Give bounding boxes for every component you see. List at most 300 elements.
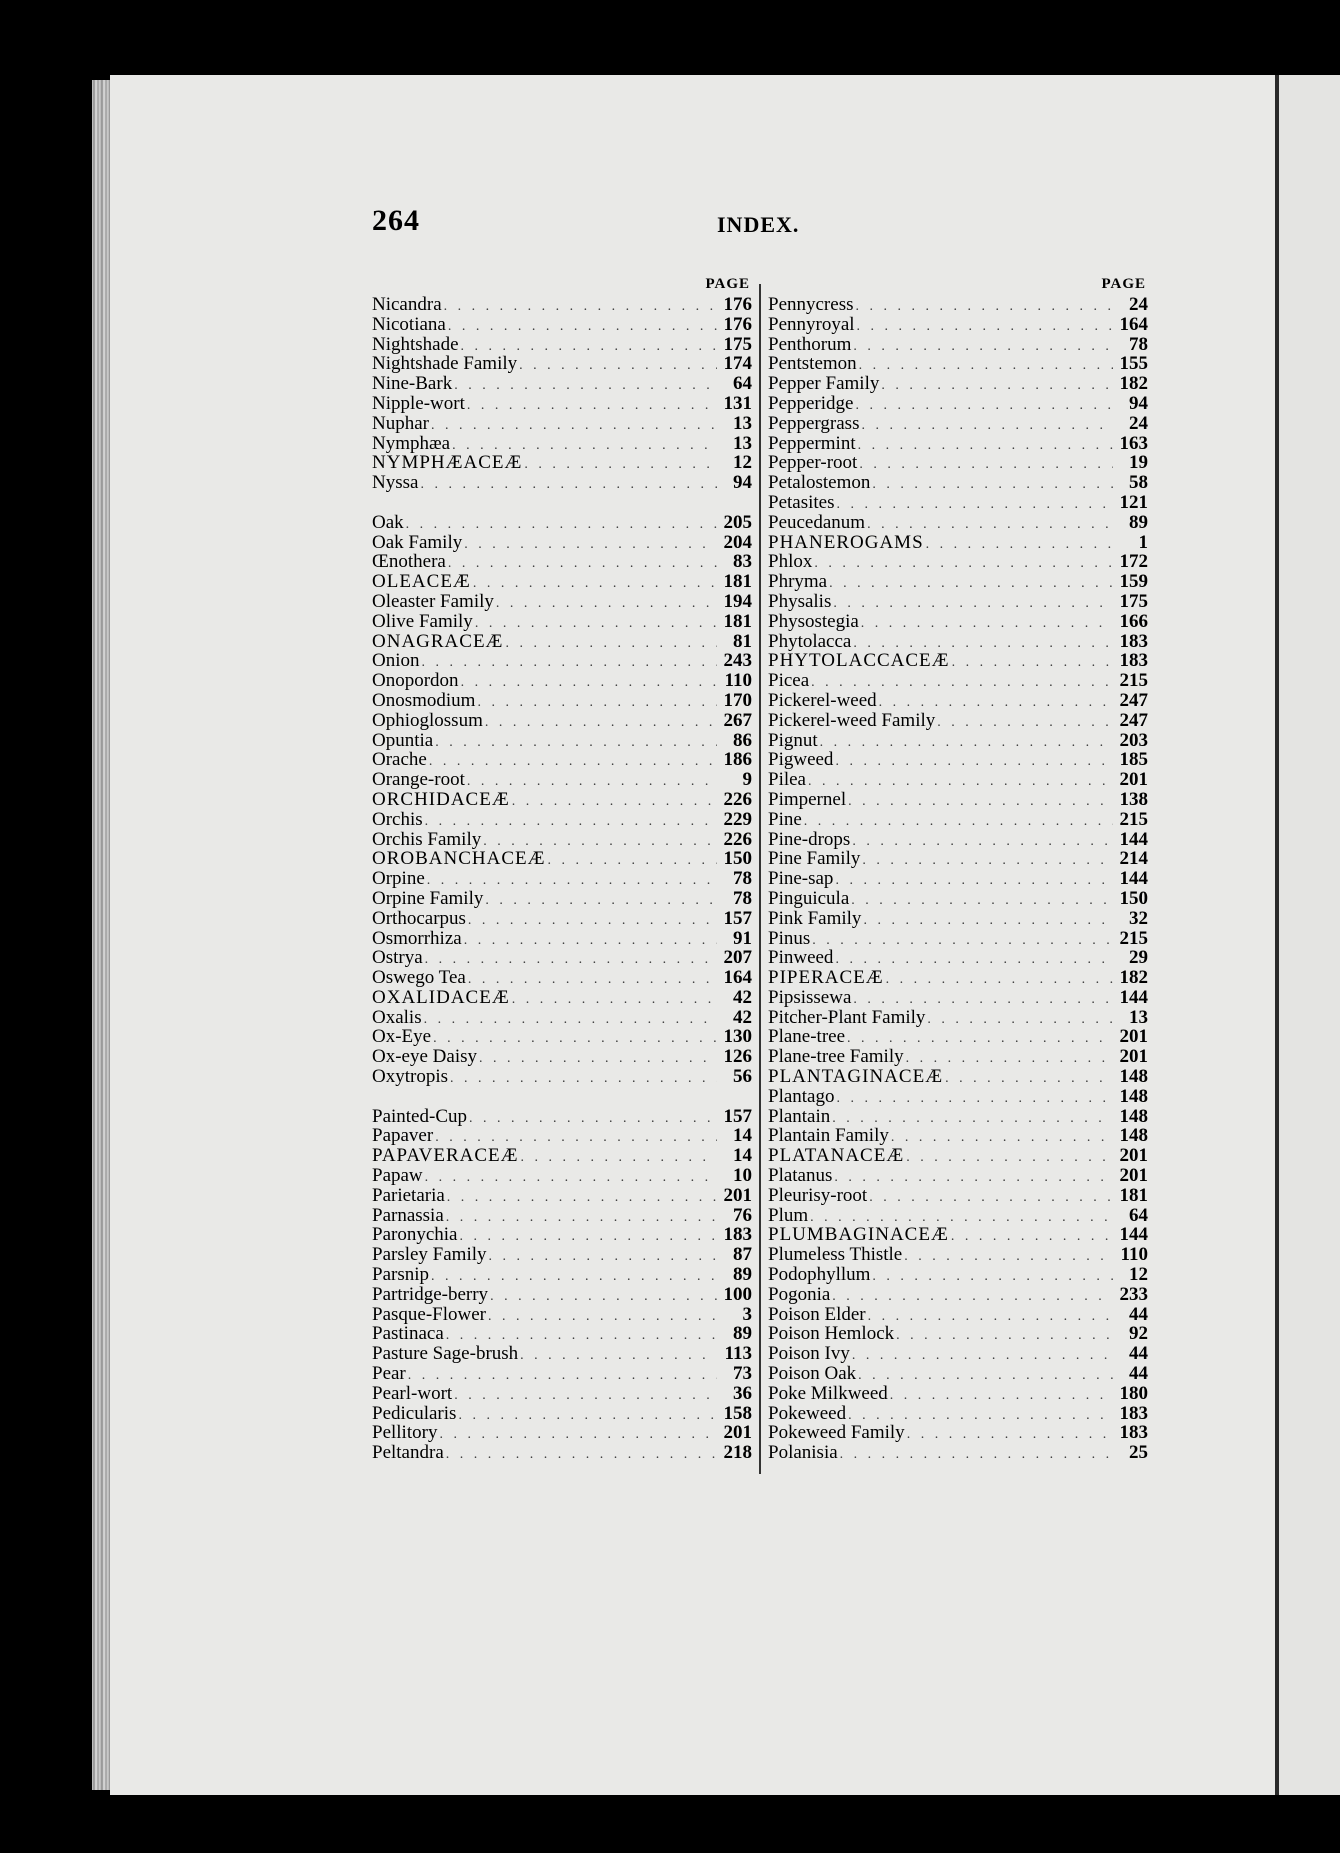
index-term: Paronychia [372, 1224, 458, 1246]
index-page-ref: 44 [1129, 1303, 1148, 1325]
index-term: Pepperidge [768, 392, 854, 414]
index-term: Plane-tree [768, 1026, 846, 1048]
index-page-ref: 226 [723, 788, 752, 810]
index-page-ref: 164 [1119, 313, 1148, 335]
index-term: Oak Family [372, 531, 463, 553]
index-term: Oxytropis [372, 1066, 448, 1088]
index-page-ref: 9 [742, 769, 752, 791]
index-entry [372, 770, 752, 790]
index-entry [372, 572, 752, 592]
index-term: Olive Family [372, 610, 473, 632]
running-head: INDEX. [717, 212, 800, 237]
index-term: Œnothera [372, 551, 446, 573]
index-page-ref: 19 [1129, 452, 1148, 474]
index-entry [768, 948, 1148, 968]
index-entry [372, 1126, 752, 1146]
index-entry [768, 849, 1148, 869]
index-term: Phlox [768, 551, 813, 573]
index-page-ref: 56 [733, 1066, 752, 1088]
index-term: Poison Elder [768, 1303, 866, 1325]
dot-leader [820, 733, 1113, 753]
index-page-ref: 94 [733, 472, 752, 494]
index-entry [372, 1166, 752, 1186]
index-term: Poke Milkweed [768, 1382, 888, 1404]
dot-leader [861, 614, 1113, 634]
index-term: Orache [372, 749, 427, 771]
index-term: Pimpernel [768, 788, 847, 810]
index-entry [768, 394, 1148, 414]
index-page-ref: 181 [723, 610, 752, 632]
dot-leader [868, 1307, 1113, 1327]
dot-leader [833, 594, 1113, 614]
index-page-ref: 201 [1119, 1046, 1148, 1068]
index-term: Parietaria [372, 1184, 445, 1206]
index-entry [768, 830, 1148, 850]
dot-leader [446, 1208, 717, 1228]
index-entry [768, 711, 1148, 731]
index-term: Plane-tree Family [768, 1046, 904, 1068]
dot-leader [429, 752, 717, 772]
index-term: Pennyroyal [768, 313, 855, 335]
index-entry [372, 1146, 752, 1166]
index-page-ref: 13 [733, 432, 752, 454]
index-term: Phytolacca [768, 630, 852, 652]
dot-leader [488, 1307, 717, 1327]
index-page-ref: 113 [724, 1343, 752, 1365]
dot-leader [469, 1109, 717, 1129]
index-term: Pokeweed [768, 1402, 847, 1424]
index-page-ref: 185 [1119, 749, 1148, 771]
index-term: Picea [768, 670, 810, 692]
index-term: Penthorum [768, 333, 852, 355]
index-entry [768, 1027, 1148, 1047]
index-page-ref: 166 [1119, 610, 1148, 632]
index-page-ref: 121 [1119, 491, 1148, 513]
index-entry [372, 1324, 752, 1344]
index-entry [372, 790, 752, 810]
dot-leader [835, 871, 1113, 891]
dot-leader [422, 653, 718, 673]
index-entry [372, 889, 752, 909]
index-page-ref: 144 [1119, 1224, 1148, 1246]
dot-leader [521, 1148, 717, 1168]
index-term: Pennycress [768, 294, 854, 315]
dot-leader [548, 851, 717, 871]
dot-leader [859, 356, 1113, 376]
dot-leader [855, 297, 1113, 317]
index-term: PHYTOLACCACEÆ [768, 650, 950, 672]
index-section-gap [372, 493, 752, 513]
index-entry [372, 592, 752, 612]
index-page-ref: 201 [1119, 1026, 1148, 1048]
index-term: OXALIDACEÆ [372, 986, 510, 1008]
index-term: Papaw [372, 1165, 423, 1187]
dot-leader [855, 396, 1113, 416]
index-page-ref: 150 [723, 848, 752, 870]
index-page-ref: 36 [733, 1382, 752, 1404]
index-entry [768, 1126, 1148, 1146]
index-term: Orange-root [372, 769, 465, 791]
index-term: Peltandra [372, 1442, 444, 1464]
dot-leader [808, 772, 1113, 792]
index-term: Plantain Family [768, 1125, 889, 1147]
index-entry [768, 671, 1148, 691]
index-page-ref: 110 [724, 670, 752, 692]
index-page-ref: 13 [733, 412, 752, 434]
index-page-ref: 215 [1119, 927, 1148, 949]
index-page-ref: 201 [723, 1422, 752, 1444]
index-entry [372, 414, 752, 434]
index-entry [372, 869, 752, 889]
facing-page-edge [1275, 75, 1340, 1795]
index-page-ref: 44 [1129, 1363, 1148, 1385]
dot-leader [505, 634, 717, 654]
index-term: Pink Family [768, 907, 862, 929]
dot-leader [485, 713, 717, 733]
index-term: Pickerel-weed [768, 689, 877, 711]
index-term: Pasture Sage-brush [372, 1343, 519, 1365]
index-page-ref: 183 [723, 1224, 752, 1246]
index-entry [768, 1364, 1148, 1384]
index-entry [768, 968, 1148, 988]
index-entry [372, 315, 752, 335]
index-page-ref: 148 [1119, 1125, 1148, 1147]
index-entry [768, 1245, 1148, 1265]
index-page-ref: 163 [1119, 432, 1148, 454]
index-entry [372, 1423, 752, 1443]
index-term: Peppergrass [768, 412, 860, 434]
index-term: Poison Ivy [768, 1343, 850, 1365]
index-term: Onosmodium [372, 689, 476, 711]
dot-leader [479, 1049, 717, 1069]
index-entry [768, 1067, 1148, 1087]
page-number: 264 [372, 204, 420, 237]
index-page-ref: 89 [733, 1264, 752, 1286]
index-term: Pine [768, 808, 802, 830]
index-page-ref: 14 [733, 1145, 752, 1167]
index-entry [768, 513, 1148, 533]
index-page-ref: 181 [723, 571, 752, 593]
index-page-ref: 78 [733, 887, 752, 909]
index-term: Nightshade [372, 333, 459, 355]
index-page-ref: 183 [1119, 650, 1148, 672]
index-entry [768, 810, 1148, 830]
index-page-ref: 183 [1119, 1402, 1148, 1424]
index-entry [372, 632, 752, 652]
index-term: Platanus [768, 1165, 833, 1187]
index-entry [372, 473, 752, 493]
index-page-ref: 29 [1129, 947, 1148, 969]
index-entry [372, 1206, 752, 1226]
index-entry [768, 1285, 1148, 1305]
index-page-ref: 233 [1119, 1283, 1148, 1305]
dot-leader [863, 911, 1113, 931]
index-entry [372, 671, 752, 691]
index-page-ref: 148 [1119, 1066, 1148, 1088]
dot-leader [490, 1287, 717, 1307]
index-page-ref: 144 [1119, 828, 1148, 850]
index-entry [768, 1206, 1148, 1226]
index-term: Pepper-root [768, 452, 858, 474]
index-page-ref: 138 [1119, 788, 1148, 810]
dot-leader [904, 1247, 1113, 1267]
index-term: Peucedanum [768, 511, 866, 533]
index-term: Pear [372, 1363, 406, 1385]
index-term: Pogonia [768, 1283, 831, 1305]
dot-leader [446, 1445, 717, 1465]
index-term: Orchis Family [372, 828, 482, 850]
index-term: Poison Hemlock [768, 1323, 895, 1345]
index-term: Phryma [768, 571, 828, 593]
index-page-ref: 24 [1129, 412, 1148, 434]
index-term: Nipple-wort [372, 392, 465, 414]
index-entry [768, 929, 1148, 949]
dot-leader [448, 317, 717, 337]
index-page-ref: 148 [1119, 1105, 1148, 1127]
index-page-ref: 42 [733, 986, 752, 1008]
dot-leader [862, 851, 1113, 871]
dot-leader [829, 574, 1113, 594]
index-term: Pastinaca [372, 1323, 444, 1345]
index-entry [768, 592, 1148, 612]
dot-leader [454, 1386, 717, 1406]
index-term: Pinweed [768, 947, 834, 969]
index-entry [372, 948, 752, 968]
dot-leader [896, 1326, 1113, 1346]
index-term: Painted-Cup [372, 1105, 467, 1127]
index-entry [372, 1027, 752, 1047]
index-entry [768, 374, 1148, 394]
index-page-ref: 229 [723, 808, 752, 830]
index-page-ref: 32 [1129, 907, 1148, 929]
dot-leader [906, 1148, 1113, 1168]
dot-leader [851, 891, 1113, 911]
dot-leader [857, 317, 1113, 337]
index-page-ref: 170 [723, 689, 752, 711]
index-term: Plum [768, 1204, 809, 1226]
index-term: Pignut [768, 729, 818, 751]
index-entry [768, 988, 1148, 1008]
dot-leader [512, 990, 717, 1010]
dot-leader [477, 693, 717, 713]
dot-leader [814, 554, 1113, 574]
index-term: Ostrya [372, 947, 423, 969]
index-page-ref: 207 [723, 947, 752, 969]
index-entry [372, 1404, 752, 1424]
index-page-ref: 126 [723, 1046, 752, 1068]
index-term: Oxalis [372, 1006, 422, 1028]
index-entry [768, 414, 1148, 434]
index-term: Nicotiana [372, 313, 446, 335]
index-entry [768, 552, 1148, 572]
dot-leader [459, 1227, 717, 1247]
index-page-ref: 204 [723, 531, 752, 553]
index-page-ref: 64 [1129, 1204, 1148, 1226]
index-entry [372, 1225, 752, 1245]
index-page-ref: 3 [742, 1303, 752, 1325]
index-page-ref: 81 [733, 630, 752, 652]
dot-leader [840, 1445, 1113, 1465]
index-term: Nuphar [372, 412, 429, 434]
column-header-page: PAGE [705, 276, 750, 292]
index-term: Ox-eye Daisy [372, 1046, 477, 1068]
index-page-ref: 83 [733, 551, 752, 573]
index-entry [768, 354, 1148, 374]
index-page-ref: 267 [723, 709, 752, 731]
dot-leader [835, 752, 1113, 772]
index-term: Podophyllum [768, 1264, 871, 1286]
index-page-ref: 144 [1119, 868, 1148, 890]
index-entry [768, 909, 1148, 929]
index-column-left [372, 276, 752, 1463]
index-column-right [768, 276, 1148, 1463]
index-page-ref: 76 [733, 1204, 752, 1226]
index-entry [372, 909, 752, 929]
index-term: Pellitory [372, 1422, 438, 1444]
dot-leader [496, 594, 717, 614]
index-entry [768, 612, 1148, 632]
index-entry [768, 889, 1148, 909]
dot-leader [848, 792, 1113, 812]
index-term: Pentstemon [768, 353, 857, 375]
dot-leader [937, 713, 1113, 733]
index-term: Poison Oak [768, 1363, 857, 1385]
dot-leader [468, 911, 717, 931]
index-entry [768, 1305, 1148, 1325]
index-entry [372, 612, 752, 632]
index-entry [372, 1047, 752, 1067]
dot-leader [834, 1168, 1113, 1188]
dot-leader [907, 1425, 1113, 1445]
index-entry [372, 552, 752, 572]
dot-leader [435, 733, 717, 753]
dot-leader [448, 554, 717, 574]
index-entry [372, 711, 752, 731]
index-term: Nyssa [372, 472, 419, 494]
dot-leader [859, 455, 1113, 475]
index-entry [372, 750, 752, 770]
index-term: Plantain [768, 1105, 831, 1127]
dot-leader [489, 1247, 717, 1267]
index-page-ref: 91 [733, 927, 752, 949]
index-entry [372, 1245, 752, 1265]
index-entry [372, 1265, 752, 1285]
index-entry [372, 434, 752, 454]
index-entry [372, 1384, 752, 1404]
index-page-ref: 247 [1119, 689, 1148, 711]
index-term: Nicandra [372, 294, 442, 315]
index-entry [372, 1107, 752, 1127]
index-page-ref: 203 [1119, 729, 1148, 751]
index-page-ref: 24 [1129, 294, 1148, 315]
index-entry [768, 790, 1148, 810]
index-page-ref: 92 [1129, 1323, 1148, 1345]
index-page-ref: 175 [1119, 590, 1148, 612]
index-term: Onion [372, 650, 420, 672]
index-term: Polanisia [768, 1442, 838, 1464]
dot-leader [425, 1168, 717, 1188]
dot-leader [881, 376, 1113, 396]
index-entry [372, 731, 752, 751]
dot-leader [425, 950, 717, 970]
index-entry [768, 1443, 1148, 1463]
index-term: OLEACEÆ [372, 571, 471, 593]
dot-leader [926, 535, 1113, 555]
dot-leader [861, 416, 1113, 436]
index-page-ref: 130 [723, 1026, 752, 1048]
dot-leader [812, 931, 1113, 951]
index-term: Pearl-wort [372, 1382, 453, 1404]
index-entry [768, 869, 1148, 889]
index-page-ref: 89 [1129, 511, 1148, 533]
index-page-ref: 180 [1119, 1382, 1148, 1404]
index-entry [768, 691, 1148, 711]
index-term: Opuntia [372, 729, 434, 751]
index-entry [768, 1324, 1148, 1344]
index-entry [372, 849, 752, 869]
index-term: Pedicularis [372, 1402, 457, 1424]
index-term: Pleurisy-root [768, 1184, 868, 1206]
dot-leader [872, 475, 1113, 495]
index-term: Partridge-berry [372, 1283, 489, 1305]
dot-leader [420, 475, 717, 495]
index-page-ref: 144 [1119, 986, 1148, 1008]
index-page-ref: 218 [723, 1442, 752, 1464]
index-entry [768, 1146, 1148, 1166]
index-entry [768, 1225, 1148, 1245]
index-term: Pine-sap [768, 868, 834, 890]
dot-leader [464, 535, 717, 555]
index-entry [372, 394, 752, 414]
index-entry [768, 493, 1148, 513]
index-term: Nymphæa [372, 432, 451, 454]
index-entry [372, 1008, 752, 1028]
index-term: Pepper Family [768, 373, 880, 395]
index-page-ref: 183 [1119, 1422, 1148, 1444]
index-term: Physalis [768, 590, 832, 612]
index-page-ref: 175 [723, 333, 752, 355]
index-term: Plantago [768, 1085, 835, 1107]
index-entry [372, 354, 752, 374]
index-entries-left [372, 295, 752, 1463]
index-page-ref: 87 [733, 1244, 752, 1266]
index-entry [372, 335, 752, 355]
index-term: Osmorrhiza [372, 927, 462, 949]
index-term: PLUMBAGINACEÆ [768, 1224, 949, 1246]
index-term: ONAGRACEÆ [372, 630, 504, 652]
dot-leader [431, 416, 717, 436]
dot-leader [858, 1366, 1113, 1386]
index-page-ref: 164 [723, 967, 752, 989]
dot-leader [464, 931, 717, 951]
index-term: Pine Family [768, 848, 861, 870]
index-page-ref: 201 [723, 1184, 752, 1206]
index-page-ref: 12 [1129, 1264, 1148, 1286]
index-entry [372, 1443, 752, 1463]
index-term: Pipsissewa [768, 986, 852, 1008]
index-entry [768, 295, 1148, 315]
dot-leader [439, 1425, 717, 1445]
dot-leader [461, 673, 717, 693]
index-page-ref: 1 [1138, 531, 1148, 553]
dot-leader [450, 1069, 717, 1089]
dot-leader [512, 792, 717, 812]
index-page-ref: 110 [1120, 1244, 1148, 1266]
dot-leader [951, 1227, 1113, 1247]
index-entry [768, 473, 1148, 493]
index-term: Petasites [768, 491, 835, 513]
index-entry [372, 929, 752, 949]
